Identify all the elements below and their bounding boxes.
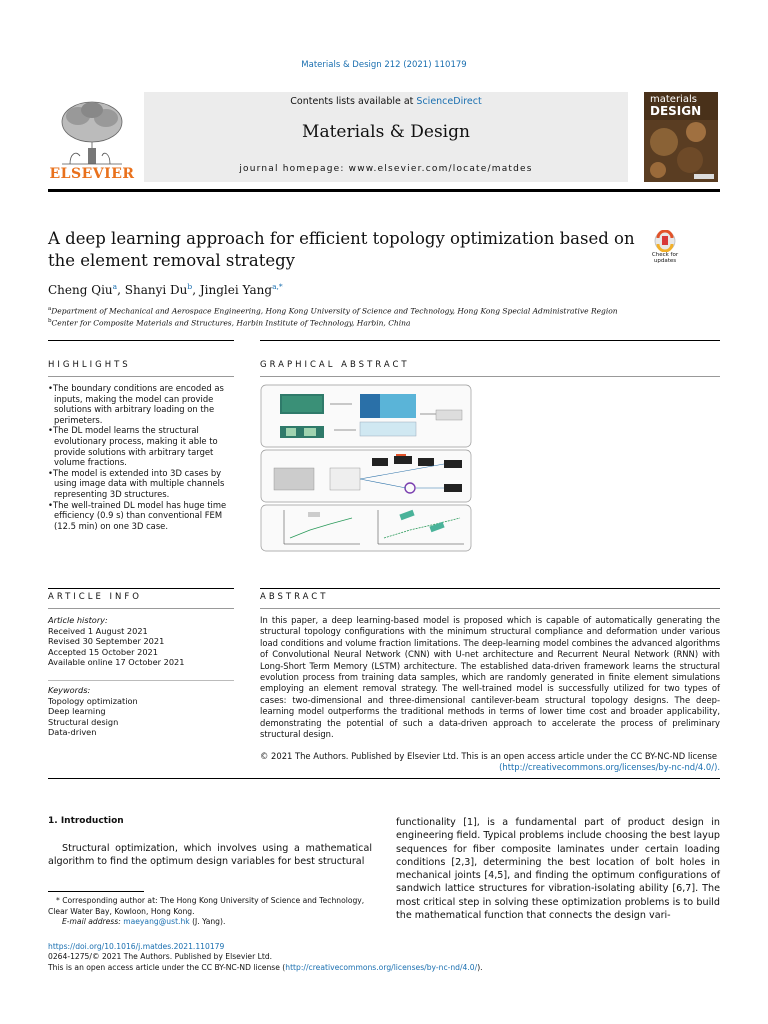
highlights-heading: HIGHLIGHTS xyxy=(48,360,131,370)
keywords-rule xyxy=(48,680,234,681)
sciencedirect-link[interactable]: ScienceDirect xyxy=(416,96,482,107)
issn-line: 0264-1275/© 2021 The Authors. Published by Elsevier Ltd. xyxy=(48,952,273,962)
journal-cover-image[interactable] xyxy=(644,92,718,182)
check-for-updates-badge[interactable] xyxy=(645,230,685,270)
affiliation-text: Center for Composite Materials and Structures, Harbin Institute of Technology, Harbin, China xyxy=(51,318,411,328)
graphical-abstract-figure[interactable] xyxy=(260,384,472,552)
highlight-item: • The boundary conditions are encoded as inputs, making the model can provide solutions with arbitrary loading on the perimeters. xyxy=(48,383,234,425)
highlight-item: • The model is extended into 3D cases by using image data with multiple channels representing 3D structures. xyxy=(48,468,234,500)
abstract-heading: ABSTRACT xyxy=(260,592,329,602)
history-online: Available online 17 October 2021 xyxy=(48,657,185,668)
affiliation-b xyxy=(48,318,410,328)
contents-prefix: Contents lists available at xyxy=(290,96,417,107)
corresponding-author-text: * Corresponding author at: The Hong Kong University of Science and Technology, Clear Water Bay, Kowloon, Hong Kong. xyxy=(48,896,365,916)
highlights-subrule xyxy=(48,376,234,377)
author-name[interactable]: Cheng Qiu xyxy=(48,283,113,297)
email-line xyxy=(48,917,378,928)
affiliation-text: Department of Mechanical and Aerospace Engineering, Hong Kong University of Science and Technology, Hong Kong Special Administrative Region xyxy=(51,306,618,316)
history-revised: Revised 30 September 2021 xyxy=(48,636,165,647)
affiliation-mark: a xyxy=(48,306,52,312)
abstract-text: In this paper, a deep learning-based model is proposed which is capable of automatically generating the structural topology configurations with the minimum structural compliance and deformation under various load conditions and volume fraction limitations. The deep-learning model combines the advanced algorithms of Convolutional Neural Network (CNN) with U-net architecture and Recurrent Neural Network (RNN) with Long-Short Term Memory (LSTM) architecture. The established data-driven framework learns the structural evolution process from training data samples, which are randomly generated in finite element simulations employing an element removal strategy. The well-trained model is successfully utilized for two types of cases: two-dimensional and three-dimensional cantilever-beam structural topology designs. The deep-learning model outperforms the traditional methods in terms of lower time cost and broader applicability, demonstrating the potential of such a data-driven approach to accelerate the process of preliminary structural design. xyxy=(260,615,720,740)
email-link[interactable]: maeyang@ust.hk xyxy=(123,917,190,927)
keywords-label: Keywords: xyxy=(48,685,91,695)
introduction-left-column: Structural optimization, which involves using a mathematical algorithm to find the optimum design variables for best structural xyxy=(48,843,372,867)
article-info-rule xyxy=(48,588,234,589)
publisher-name: ELSEVIER xyxy=(49,166,135,182)
corresponding-author-note xyxy=(48,896,378,928)
oa-prefix: This is an open access article under the CC BY-NC-ND license ( xyxy=(48,962,286,972)
author-name[interactable]: Jinglei Yang xyxy=(199,283,273,297)
license-link[interactable]: (http://creativecommons.org/licenses/by-nc-nd/4.0/). xyxy=(499,762,720,773)
open-access-line xyxy=(48,963,483,973)
cover-title-line1: materials xyxy=(650,94,697,105)
check-updates-label: Check for updates xyxy=(651,252,679,264)
affiliation-a xyxy=(48,306,618,316)
author-affiliation-mark[interactable]: a,* xyxy=(272,282,283,291)
oa-suffix: ). xyxy=(477,962,483,972)
history-label: Article history: xyxy=(48,615,108,625)
email-label: E-mail address: xyxy=(62,917,124,927)
footnote-rule xyxy=(48,891,144,892)
highlights-rule xyxy=(48,340,234,341)
article-history xyxy=(48,615,184,668)
oa-license-link[interactable]: http://creativecommons.org/licenses/by-nc-nd/4.0/ xyxy=(285,962,478,972)
journal-title: Materials & Design xyxy=(302,122,470,142)
check-updates-icon xyxy=(645,230,685,252)
journal-reference[interactable]: Materials & Design 212 (2021) 110179 xyxy=(301,60,467,70)
journal-homepage: journal homepage: www.elsevier.com/locate/matdes xyxy=(239,164,533,174)
header-rule xyxy=(48,189,720,192)
journal-header xyxy=(48,92,720,186)
abstract-subrule xyxy=(260,608,720,609)
abstract-rule xyxy=(260,588,720,589)
abstract-end-rule xyxy=(48,778,720,779)
article-info-heading: ARTICLE INFO xyxy=(48,592,142,602)
doi-link[interactable]: https://doi.org/10.1016/j.matdes.2021.110179 xyxy=(48,942,225,951)
cover-title-line2: DESIGN xyxy=(650,104,702,118)
license-text: © 2021 The Authors. Published by Elsevier Ltd. This is an open access article under the CC BY-NC-ND license xyxy=(260,751,718,761)
keyword: Structural design xyxy=(48,716,119,727)
highlight-item: • The well-trained DL model has huge time efficiency (0.9 s) than conventional FEM (12.5 min) on one 3D case. xyxy=(48,500,234,532)
keywords xyxy=(48,685,138,738)
introduction-heading: 1. Introduction xyxy=(48,816,124,826)
abstract-license xyxy=(260,751,720,774)
highlights-list xyxy=(48,383,234,531)
article-info-subrule xyxy=(48,608,234,609)
keyword: Deep learning xyxy=(48,706,106,717)
author-affiliation-mark[interactable]: b xyxy=(187,282,193,291)
graphical-abstract-subrule xyxy=(260,376,720,377)
article-title: A deep learning approach for efficient topology optimization based on the element removal strategy xyxy=(48,229,635,270)
keyword: Topology optimization xyxy=(48,695,138,706)
graphical-abstract-rule xyxy=(260,340,720,341)
highlight-item: • The DL model learns the structural evolutionary process, making it able to provide solutions with arbitrary target volume fractions. xyxy=(48,425,234,467)
affiliation-mark: b xyxy=(48,318,52,324)
page-footer xyxy=(48,942,483,973)
journal-banner xyxy=(144,92,628,182)
keyword: Data-driven xyxy=(48,727,97,738)
introduction-right-column: functionality [1], is a fundamental part of product design in engineering field. Typical problems include choosing the best layup sequences for fiber composite laminates under certain loading conditions [2,3], determining the best location of bolt holes in mechanical joints [4,5], and finding the optimum configurations of sandwich lattice structures for vibration-isolating ability [6,7]. The most critical step in solving these optimization problems is to build the mathematical function that connects the design vari- xyxy=(396,817,720,922)
author-list: Cheng Qiu$^a$, Shanyi Du$^b$, Jinglei Yang$^{a,*}$ xyxy=(48,282,283,297)
history-received: Received 1 August 2021 xyxy=(48,625,148,636)
contents-line xyxy=(144,96,628,107)
email-suffix: (J. Yang). xyxy=(189,917,226,927)
history-accepted: Accepted 15 October 2021 xyxy=(48,646,158,657)
graphical-abstract-heading: GRAPHICAL ABSTRACT xyxy=(260,360,410,370)
author-name[interactable]: Shanyi Du xyxy=(124,283,188,297)
author-affiliation-mark[interactable]: a xyxy=(112,282,118,291)
